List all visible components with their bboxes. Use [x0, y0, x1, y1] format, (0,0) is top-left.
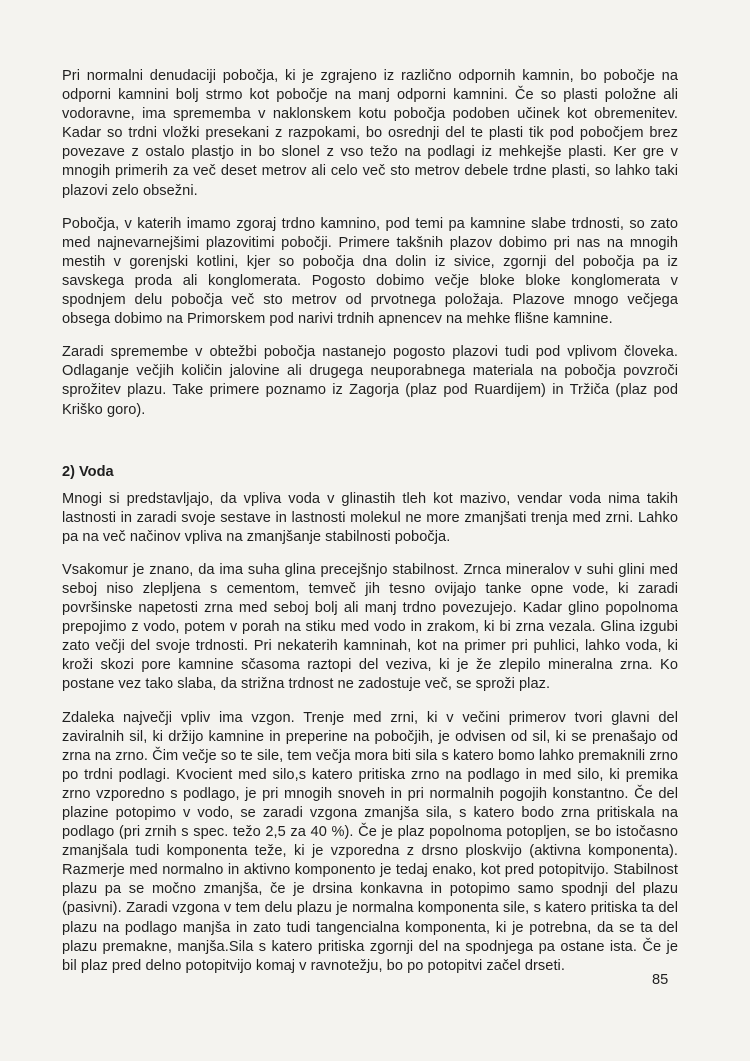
- paragraph: Pobočja, v katerih imamo zgoraj trdno kamnino, pod temi pa kamnine slabe trdnosti, so zato med najnevarnejšimi plazovitimi pobočji. Primere takšnih plazov dobimo pri nas na mnogih mestih v gorenjski kotlini, kjer so pobočja dna dolin iz sivice, zgornji del pobočja pa iz savskega proda ali konglomerata. Pogosto dobimo večje bloke bloke konglomerata v spodnjem delu pobočja več sto metrov od prvotnega položaja. Plazove mnogo večjega obsega dobimo na Primorskem pod narivi trdnih apnencev na mehke flišne kamnine.: [62, 215, 678, 328]
- paragraph: Vsakomur je znano, da ima suha glina precejšnjo stabilnost. Zrnca mineralov v suhi glini med seboj niso zlepljena s cementom, temveč jih tesno ovijajo tanke opne vode, ki zaradi površinske napetosti zrna med seboj bolj ali manj trdno povezujejo. Kadar glino popolnoma prepojimo z vodo, potem v porah na stiku med vodo in zrakom, ki bi zrna vezala. Glina izgubi zato večji del svoje trdnosti. Pri nekaterih kamninah, kot na primer pri puhlici, lahko voda, ki kroži skozi pore kamnine sčasoma raztopi del veziva, ki je že zlepilo mineralna zrna. Ko postane vez tako slaba, da strižna trdnost ne zadostuje več, se sproži plaz.: [62, 561, 678, 693]
- page-content: [62, 67, 678, 990]
- paragraph: Pri normalni denudaciji pobočja, ki je zgrajeno iz različno odpornih kamnin, bo pobočje na odporni kamnini bolj strmo kot pobočje na manj odporni kamnini. Če so plasti položne ali vodoravne, ima sprememba v naklonskem kotu pobočja podoben učinek kot obremenitev. Kadar so trdni vložki presekani z razpokami, bo osrednji del te plasti tik pod pobočjem brez povezave z ostalo plastjo in bo slonel z vso težo na podlagi iz mehkejše plasti. Ker gre v mnogih primerih za več deset metrov ali celo več sto metrov debele trdne plasti, so lahko taki plazovi zelo obsežni.: [62, 68, 678, 199]
- paragraph: Mnogi si predstavljajo, da vpliva voda v glinastih tleh kot mazivo, vendar voda nima takih lastnosti in zaradi svoje sestave in lastnosti molekul ne more zmanjšati trenja med zrni. Lahko pa na več načinov vpliva na zmanjšanje stabilnosti pobočja.: [62, 490, 678, 545]
- paragraph: Zdaleka največji vpliv ima vzgon. Trenje med zrni, ki v večini primerov tvori glavni del zaviralnih sil, ki držijo kamnine in preperine na pobočjih, je odvisen od sil, ki se prenašajo od zrna na zrno. Čim večje so te sile, tem večja mora biti sila s katero bomo lahko premaknili zrno po trdni podlagi. Kvocient med silo,s katero pritiska zrno na podlago in med silo, ki premika zrno vzporedno s podlago, je pri mnogih snoveh in pri normalnih pogojih konstantno. Če del plazine potopimo v vodo, se zaradi vzgona zmanjša sila, s katero bodo zrna pritiskala na podlago (pri zrnih s spec. težo 2,5 za 40 %). Če je plaz popolnoma potopljen, se bo istočasno zmanjšala tudi komponenta teže, ki je vzporedna z drsno ploskvijo (aktivna komponenta). Razmerje med normalno in aktivno komponento je tedaj enako, kot pred potopitvijo. Stabilnost plazu pa se močno zmanjša, če je drsina konkavna in potopimo samo spodnji del plazu (pasivni). Zaradi vzgona v tem delu plazu je normalna komponenta sile, s katero pritiska ta del plazu na podlago manjša in zato tudi tangencialna komponenta, ki je potrebna, da se ta del plazu premakne, manjša.Sila s katero pritiska zgornji del na spodnjega pa ostane ista. Če je bil plaz pred delno potopitvijo komaj v ravnotežju, bo po potopitvi začel drseti.: [62, 709, 678, 974]
- paragraph: Zaradi spremembe v obtežbi pobočja nastanejo pogosto plazovi tudi pod vplivom človeka. Odlaganje večjih količin jalovine ali drugega neuporabnega materiala na pobočja povzroči sprožitev plazu. Take primere poznamo iz Zagorja (plaz pod Ruardijem) in Tržiča (plaz pod Kriško goro).: [62, 344, 678, 418]
- section-heading: 2) Voda: [62, 463, 114, 480]
- page-number: 85: [652, 972, 669, 988]
